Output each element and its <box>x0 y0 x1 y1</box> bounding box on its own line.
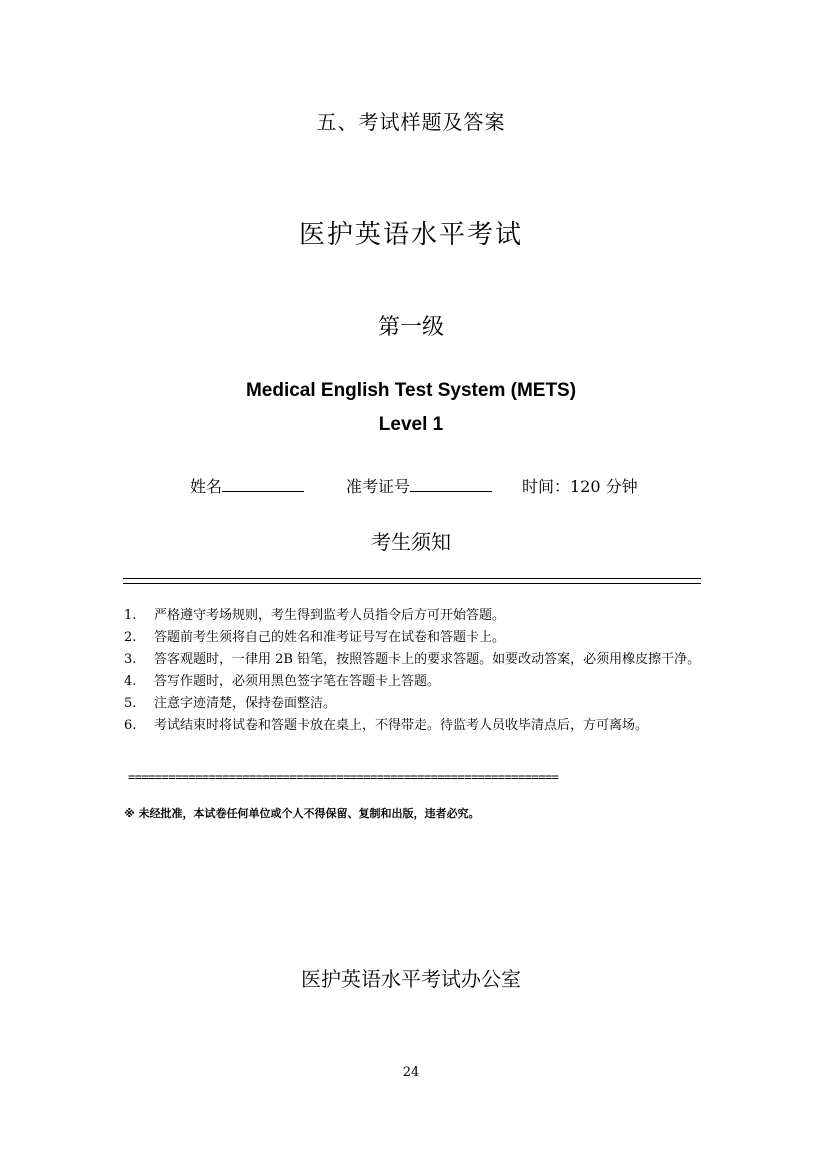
candidate-id-field <box>346 474 492 497</box>
list-item: 1. 严格遵守考场规则，考生得到监考人员指令后方可开始答题。 <box>124 608 506 623</box>
copyright-notice: ※ 未经批准，本试卷任何单位或个人不得保留、复制和出版，违者必究。 <box>124 807 480 820</box>
double-rule-divider <box>123 578 701 584</box>
name-label: 姓名 <box>190 477 223 496</box>
section-heading: 五、考试样题及答案 <box>316 110 506 134</box>
list-item: 3. 答客观题时，一律用 2B 铅笔，按照答题卡上的要求答题。如要改动答案，必须用橡皮擦干净。 <box>124 652 701 667</box>
name-field <box>190 474 304 497</box>
time-limit: 时间：120 分钟 <box>522 477 638 496</box>
name-blank <box>222 477 304 492</box>
rules-list <box>124 605 704 737</box>
notice-heading: 考生须知 <box>371 530 451 554</box>
page-number: 24 <box>402 1065 420 1080</box>
list-item: 4. 答写作题时，必须用黑色签字笔在答题卡上答题。 <box>124 674 441 689</box>
level-title-en: Level 1 <box>378 414 444 435</box>
candidate-id-label: 准考证号 <box>346 477 411 496</box>
list-item: 6. 考试结束时将试卷和答题卡放在桌上，不得带走。待监考人员收毕清点后，方可离场。 <box>124 718 649 733</box>
candidate-id-blank <box>410 477 492 492</box>
exam-title: 医护英语水平考试 <box>298 220 523 250</box>
separator-line: ================================================================ <box>128 770 559 784</box>
list-item: 5. 注意字迹清楚，保持卷面整洁。 <box>124 696 337 711</box>
list-item: 2. 答题前考生须将自己的姓名和准考证号写在试卷和答题卡上。 <box>124 630 506 645</box>
exam-title-en: Medical English Test System (METS) <box>245 380 577 401</box>
issuing-office: 医护英语水平考试办公室 <box>301 967 521 991</box>
level-title-cn: 第一级 <box>377 315 444 340</box>
